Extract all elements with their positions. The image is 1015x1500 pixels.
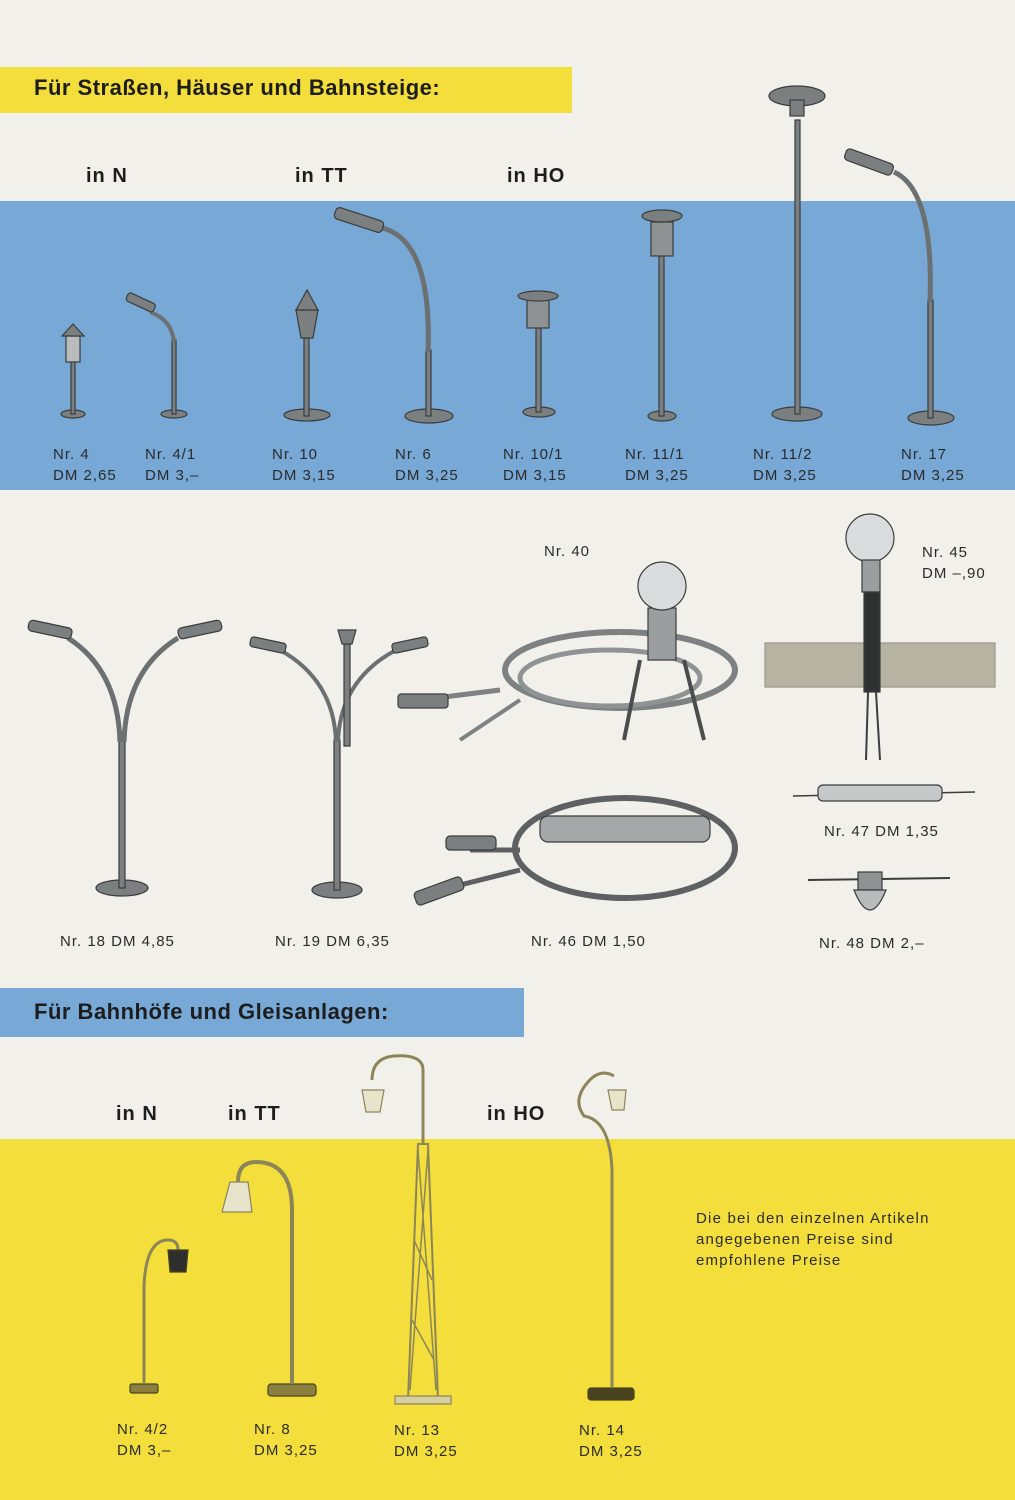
item-nr18-label: Nr. 18 DM 4,85 [60,933,175,950]
item-nr13-label: Nr. 13 DM 3,25 [394,1422,458,1460]
item-nr47-label: Nr. 47 DM 1,35 [824,823,939,840]
item-nr45-label: Nr. 45 DM –,90 [922,544,986,582]
item-nr10-1-label: Nr. 10/1 DM 3,15 [503,446,567,484]
item-nr14-label: Nr. 14 DM 3,25 [579,1422,643,1460]
lamp-nr8-image [222,1162,316,1396]
lamp-nr10-1-image [518,291,558,417]
item-nr46-label: Nr. 46 DM 1,50 [531,933,646,950]
scale-label-ho-2: in HO [487,1103,546,1125]
item-nr10-label: Nr. 10 DM 3,15 [272,446,336,484]
section2-title: Für Bahnhöfe und Gleisanlagen: [34,999,389,1024]
lamp-nr4-image [61,324,85,418]
socket-nr48-image [808,872,950,910]
lamp-nr6-image [333,207,453,423]
street-lamps-illustration [0,0,1015,500]
lamp-nr14-image [579,1073,634,1400]
bulb-nr40-image [398,562,735,740]
lamp-nr13-image [362,1056,451,1404]
scale-label-ho: in HO [507,165,566,187]
item-nr48-label: Nr. 48 DM 2,– [819,935,925,952]
lamp-nr19-image [249,630,428,898]
item-nr11-1-label: Nr. 11/1 DM 3,25 [625,446,689,484]
accessories-illustration [0,500,1015,970]
tube-nr47-image [793,785,975,801]
item-nr17-label: Nr. 17 DM 3,25 [901,446,965,484]
item-nr8-label: Nr. 8 DM 3,25 [254,1421,318,1459]
item-nr4-2-label: Nr. 4/2 DM 3,– [117,1421,172,1459]
item-nr4-label: Nr. 4 DM 2,65 [53,446,117,484]
scale-label-n-2: in N [116,1103,158,1125]
lamp-nr10-image [284,290,330,421]
price-note: Die bei den einzelnen Artikeln angegebenen Preise sind empfohlene Preise [696,1210,930,1269]
item-nr11-2-label: Nr. 11/2 DM 3,25 [753,446,817,484]
tube-nr46-image [413,798,735,906]
item-nr4-1-label: Nr. 4/1 DM 3,– [145,446,200,484]
scale-label-tt: in TT [295,165,348,187]
scale-label-n: in N [86,165,128,187]
item-nr19-label: Nr. 19 DM 6,35 [275,933,390,950]
section1-title: Für Straßen, Häuser und Bahnsteige: [34,75,441,100]
lamp-nr17-image [843,148,954,425]
lamp-nr11-1-image [642,210,682,421]
lamp-nr18-image [27,620,222,896]
lamp-nr11-2-image [769,86,825,421]
lamp-nr4-2-image [130,1240,188,1393]
item-nr6-label: Nr. 6 DM 3,25 [395,446,459,484]
item-nr40-label: Nr. 40 [544,543,591,560]
lamp-nr4-1-image [125,292,187,418]
scale-label-tt-2: in TT [228,1103,281,1125]
